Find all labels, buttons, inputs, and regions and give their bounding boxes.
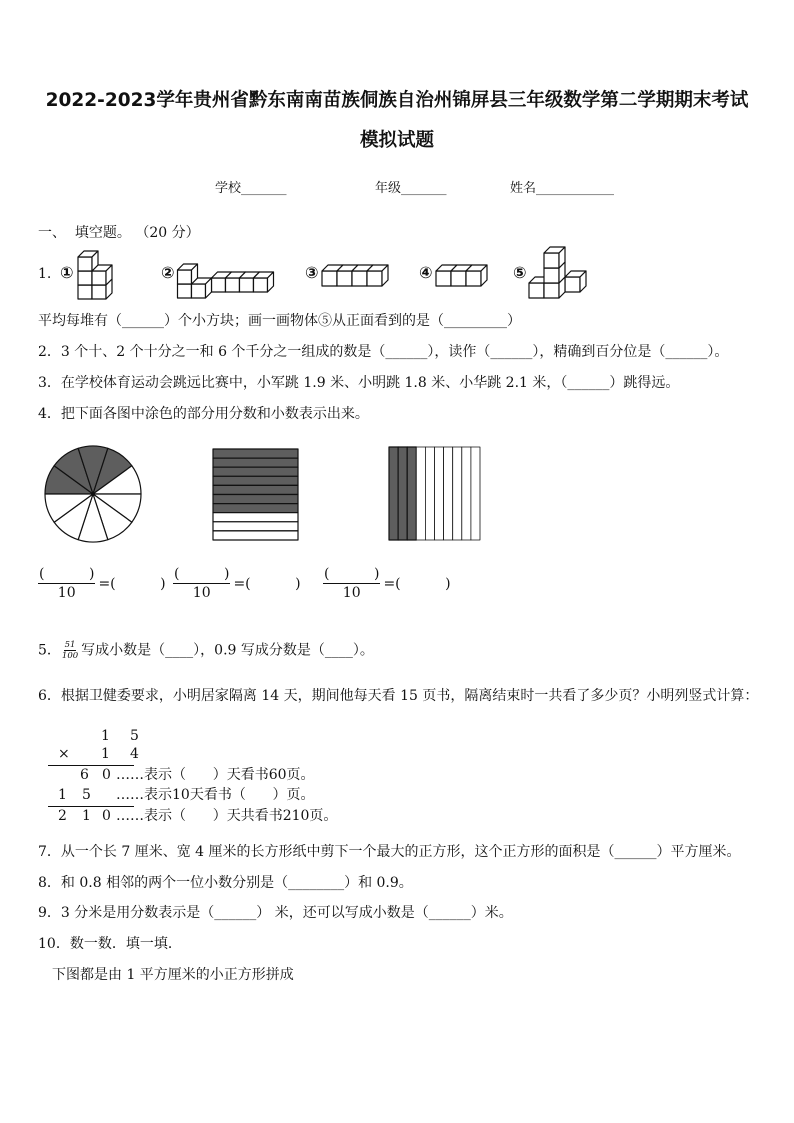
fraction-numerator: ( ) — [174, 566, 230, 582]
question-1-text: 平均每堆有（______）个小方块；画一画物体⑤从正面看到的是（_________） — [38, 313, 521, 329]
calc-digit: 5 — [82, 787, 91, 803]
calc-digit: 1 — [101, 746, 110, 762]
circle-figure — [42, 443, 144, 545]
calc-digit: 1 — [82, 808, 91, 824]
cube-front-face — [544, 268, 559, 283]
stripe-shaded — [389, 447, 398, 540]
cube-front-face — [178, 270, 192, 284]
cube-front-face — [352, 271, 367, 286]
cube-figure-2 — [176, 252, 276, 302]
stripe-shaded — [213, 458, 298, 467]
stripe — [444, 447, 453, 540]
cube-front-face — [92, 285, 106, 299]
figure-label-3: ③ — [305, 263, 319, 282]
question-3: 3．在学校体育运动会跳远比赛中，小军跳 1.9 米、小明跳 1.8 米、小华跳 2.1 米，（______）跳得远。 — [38, 375, 680, 391]
calc-note: ……表示（ ）天共看书210页。 — [116, 808, 338, 824]
cube-front-face — [192, 284, 206, 298]
fraction-answer-2 — [173, 565, 301, 602]
stripe-shaded — [213, 485, 298, 494]
fraction-denominator: 10 — [342, 585, 361, 601]
calc-digit: 5 — [130, 728, 139, 744]
stripe — [462, 447, 471, 540]
fraction — [323, 565, 380, 602]
striped-rectangle-figure — [388, 446, 482, 542]
cube-figure-5 — [528, 242, 590, 302]
cube — [544, 247, 565, 268]
calc-digit: 4 — [130, 746, 139, 762]
cube-front-face — [544, 253, 559, 268]
calc-digit: 6 — [80, 767, 89, 783]
fraction-answer-1 — [38, 565, 166, 602]
stripe-shaded — [213, 467, 298, 476]
stripe — [453, 447, 462, 540]
fraction-denominator: 10 — [192, 585, 211, 601]
decimal-blank: =( ) — [383, 575, 451, 592]
inline-fraction-numerator: 51 — [64, 640, 76, 650]
cube-front-face — [78, 285, 92, 299]
stripe-shaded — [213, 476, 298, 485]
stripe — [416, 447, 425, 540]
cube — [254, 272, 274, 292]
cube-front-face — [436, 271, 451, 286]
inline-fraction — [62, 640, 78, 661]
stripe — [425, 447, 434, 540]
stripe-shaded — [213, 495, 298, 504]
calc-digit: 2 — [58, 808, 67, 824]
exam-title: 2022-2023学年贵州省黔东南南苗族侗族自治州锦屏县三年级数学第二学期期末考试 — [45, 90, 749, 111]
cube-front-face — [322, 271, 337, 286]
cube — [178, 264, 198, 284]
question-8: 8．和 0.8 相邻的两个一位小数分别是（________）和 0.9。 — [38, 875, 413, 891]
cube — [367, 265, 388, 286]
question-5-text: 写成小数是（____），0.9 写成分数是（____）。 — [81, 642, 374, 659]
striped-square-figure — [212, 448, 300, 542]
question-10-subtext: 下图都是由 1 平方厘米的小正方形拼成 — [52, 967, 294, 983]
cube-front-face — [240, 278, 254, 292]
cube-front-face — [544, 283, 559, 298]
cube-front-face — [254, 278, 268, 292]
cube-front-face — [337, 271, 352, 286]
cube-front-face — [178, 284, 192, 298]
exam-subtitle: 模拟试题 — [359, 130, 434, 151]
multiply-sign: × — [58, 746, 70, 762]
cube-front-face — [565, 277, 580, 292]
question-9: 9．3 分米是用分数表示是（______） 米，还可以写成小数是（______）米。 — [38, 905, 513, 921]
grade-field: 年级_______ — [375, 181, 447, 196]
inline-fraction-denominator: 100 — [61, 651, 79, 661]
calc-note: ……表示（ ）天看书60页。 — [116, 767, 315, 783]
cube-front-face — [212, 278, 226, 292]
stripe — [435, 447, 444, 540]
stripe — [213, 531, 298, 540]
cube-front-face — [92, 271, 106, 285]
fraction-numerator: ( ) — [324, 566, 380, 582]
fraction-answer-3 — [323, 565, 451, 602]
figure-label-5: ⑤ — [513, 263, 527, 282]
cube-front-face — [226, 278, 240, 292]
calc-digit: 1 — [101, 728, 110, 744]
cube — [565, 271, 586, 292]
cube-front-face — [466, 271, 481, 286]
calc-digit: 0 — [102, 808, 111, 824]
stripe-shaded — [213, 449, 298, 458]
calc-note: ……表示10天看书（ ）页。 — [116, 787, 315, 803]
cube-front-face — [451, 271, 466, 286]
decimal-blank: =( ) — [233, 575, 301, 592]
question-4: 4．把下面各图中涂色的部分用分数和小数表示出来。 — [38, 406, 369, 422]
calc-digit: 1 — [58, 787, 67, 803]
fraction-numerator: ( ) — [39, 566, 95, 582]
figure-label-1: ① — [60, 263, 74, 282]
fraction — [173, 565, 230, 602]
cube — [78, 251, 98, 271]
cube-front-face — [78, 257, 92, 271]
cube-figure-3 — [321, 262, 393, 288]
decimal-blank: =( ) — [98, 575, 166, 592]
cube-figure-4 — [435, 262, 489, 288]
cube-figure-1 — [77, 245, 117, 303]
stripe — [213, 522, 298, 531]
name-field: 姓名____________ — [510, 181, 615, 196]
cube-front-face — [367, 271, 382, 286]
question-5-number: 5． — [38, 642, 61, 659]
stripe-shaded — [407, 447, 416, 540]
school-field: 学校_______ — [215, 181, 287, 196]
figure-label-2: ② — [161, 263, 175, 282]
cube-front-face — [529, 283, 544, 298]
question-1-number: 1. — [38, 266, 52, 282]
figure-label-4: ④ — [419, 263, 433, 282]
stripe-shaded — [213, 504, 298, 513]
calc-digit: 0 — [102, 767, 111, 783]
question-2: 2．3 个十、2 个十分之一和 6 个千分之一组成的数是（______），读作（______），精确到百分位是（______）。 — [38, 344, 729, 360]
stripe — [471, 447, 480, 540]
question-5 — [38, 640, 374, 661]
stripe-shaded — [398, 447, 407, 540]
fraction-denominator: 10 — [57, 585, 76, 601]
question-6: 6．根据卫健委要求，小明居家隔离 14 天，期间他每天看 15 页书，隔离结束时一共看了多少页？小明列竖式计算： — [38, 688, 759, 704]
question-10: 10．数一数．填一填． — [38, 936, 182, 952]
cube — [466, 265, 487, 286]
stripe — [213, 513, 298, 522]
cube-front-face — [78, 271, 92, 285]
section-heading: 一、 填空题。 （20 分） — [38, 225, 200, 241]
question-7: 7．从一个长 7 厘米、宽 4 厘米的长方形纸中剪下一个最大的正方形，这个正方形的面积是（______）平方厘米。 — [38, 844, 741, 860]
fraction — [38, 565, 95, 602]
